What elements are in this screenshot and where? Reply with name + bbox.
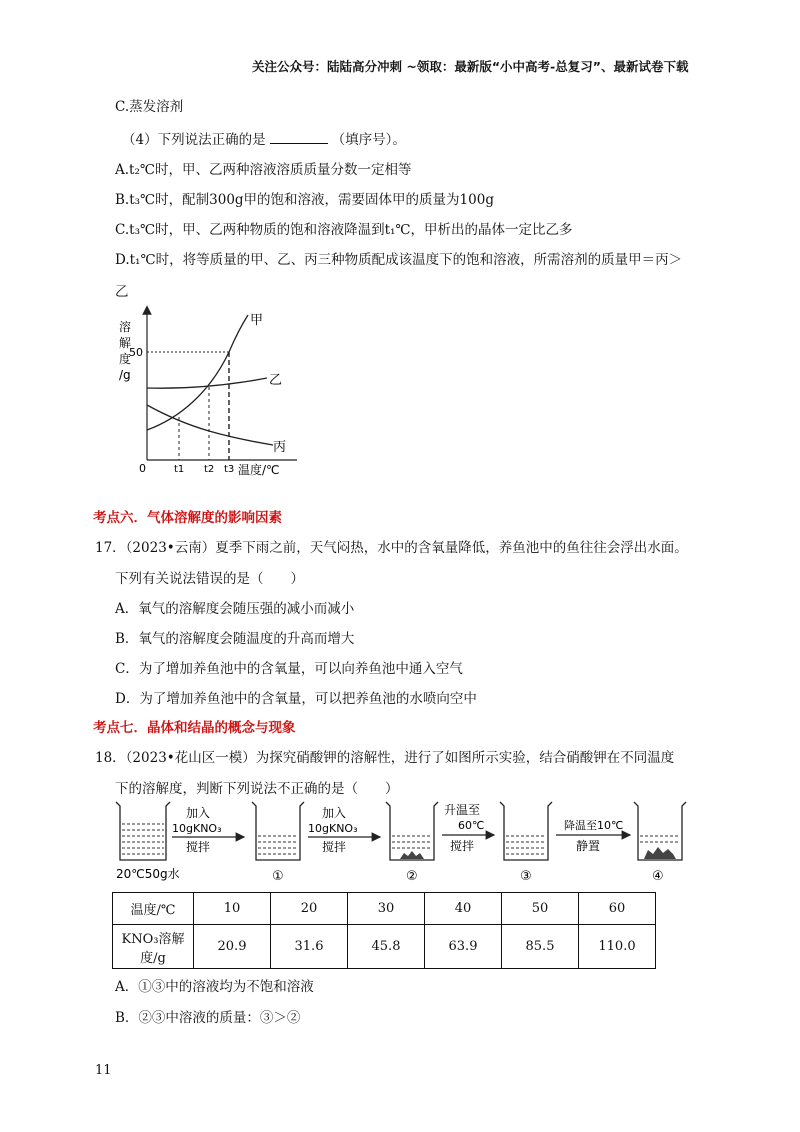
start-label: 20℃50g水 <box>116 867 180 881</box>
table-cell: 40 <box>425 893 502 925</box>
q17-stem2: 下列有关说法错误的是（ ） <box>115 571 304 587</box>
beaker-4 <box>634 802 686 860</box>
table-cell: 20.9 <box>194 925 271 969</box>
q16-option-a: A.t₂℃时，甲、乙两种溶液溶质质量分数一定相等 <box>115 162 412 178</box>
q16-option-c: C.蒸发溶剂 <box>115 99 184 115</box>
arrow2-mid: 10gKNO₃ <box>308 822 358 835</box>
q16-option-b: B.t₃℃时，配制300g甲的饱和溶液，需要固体甲的质量为100g <box>115 192 494 208</box>
table-cell: 45.8 <box>348 925 425 969</box>
y-tick-50: 50 <box>129 346 143 359</box>
answer-blank <box>270 132 328 144</box>
table-header-solubility-line2: 度/g <box>140 950 166 966</box>
table-header-solubility-line1: KNO₃溶解 <box>121 931 185 947</box>
solubility-graph <box>105 300 305 480</box>
beaker-3 <box>500 802 552 860</box>
section-seven-heading: 考点七．晶体和结晶的概念与现象 <box>93 720 296 736</box>
q16-sub4-suffix: （填序号）。 <box>331 132 406 148</box>
arrow4-mid: 降温至10℃ <box>564 819 624 832</box>
table-cell: 110.0 <box>579 925 656 969</box>
q16-option-d: D.t₁℃时，将等质量的甲、乙、丙三种物质配成该温度下的饱和溶液，所需溶剂的质量甲＝丙＞ <box>115 252 683 268</box>
curve-bing <box>147 405 273 445</box>
table-cell: 50 <box>502 893 579 925</box>
page-header: 关注公众号：陆陆高分冲刺 ~领取：最新版“小中高考-总复习”、最新试卷下载 <box>252 59 689 74</box>
x-axis-label: 温度/℃ <box>238 463 280 477</box>
arrow3-bottom: 搅拌 <box>450 839 475 853</box>
q17-option-d: D．为了增加养鱼池中的含氧量，可以把养鱼池的水喷向空中 <box>115 691 477 707</box>
q17-option-b: B．氧气的溶解度会随温度的升高而增大 <box>115 631 355 647</box>
table-header-solubility <box>113 925 194 969</box>
q17-stem: 17．（2023•云南）夏季下雨之前，天气闷热，水中的含氧量降低，养鱼池中的鱼往往会浮出水面。 <box>95 540 688 556</box>
arrow1-bottom: 搅拌 <box>186 840 211 854</box>
beaker-2 <box>386 802 438 860</box>
q16-sub4 <box>122 128 406 148</box>
table-cell: 31.6 <box>271 925 348 969</box>
q18-stem: 18．（2023•花山区一模）为探究硝酸钾的溶解性，进行了如图所示实验，结合硝酸钾在不同温度 <box>95 750 675 766</box>
table-cell: 30 <box>348 893 425 925</box>
table-cell: 20 <box>271 893 348 925</box>
beaker-4-label: ④ <box>652 869 664 884</box>
arrow3-top: 升温至 <box>444 803 481 817</box>
q18-option-a: A．①③中的溶液均为不饱和溶液 <box>115 979 314 995</box>
arrow3-mid: 60℃ <box>458 819 485 832</box>
ylabel-char-1: 溶 <box>119 320 132 334</box>
origin-label: 0 <box>139 462 146 475</box>
q16-option-d-cont: 乙 <box>115 284 129 300</box>
q16-sub4-prefix: （4）下列说法正确的是 <box>122 132 266 148</box>
arrow2-top: 加入 <box>322 806 347 820</box>
label-bing: 丙 <box>273 440 287 455</box>
beaker-start <box>116 802 170 860</box>
x-tick-t1: t1 <box>174 464 185 475</box>
table-cell: 63.9 <box>425 925 502 969</box>
x-tick-t3: t3 <box>224 464 235 475</box>
beaker-2-label: ② <box>406 869 418 884</box>
kno3-solubility-table <box>112 892 656 969</box>
beaker-3-label: ③ <box>520 869 532 884</box>
arrow1-top: 加入 <box>186 806 211 820</box>
table-cell: 10 <box>194 893 271 925</box>
section-six-heading: 考点六．气体溶解度的影响因素 <box>93 510 282 526</box>
q17-option-a: A．氧气的溶解度会随压强的减小而减小 <box>115 601 355 617</box>
q18-stem2: 下的溶解度，判断下列说法不正确的是（ ） <box>115 781 399 797</box>
x-tick-t2: t2 <box>204 464 215 475</box>
q16-option-c2: C.t₃℃时，甲、乙两种物质的饱和溶液降温到t₁℃，甲析出的晶体一定比乙多 <box>115 222 573 238</box>
table-cell: 85.5 <box>502 925 579 969</box>
experiment-diagram <box>110 798 700 888</box>
arrow4-bottom: 静置 <box>576 839 601 853</box>
table-row-temp <box>113 893 656 925</box>
q17-option-c: C．为了增加养鱼池中的含氧量，可以向养鱼池中通入空气 <box>115 661 463 677</box>
table-cell: 60 <box>579 893 656 925</box>
label-jia: 甲 <box>250 313 264 328</box>
table-row-solubility <box>113 925 656 969</box>
arrow1-mid: 10gKNO₃ <box>172 822 222 835</box>
ylabel-char-4: /g <box>119 368 131 382</box>
beaker-1 <box>252 802 304 860</box>
table-header-temp: 温度/℃ <box>113 893 194 925</box>
ylabel-char-3: 度 <box>119 352 132 366</box>
arrow2-bottom: 搅拌 <box>322 840 347 854</box>
ylabel-char-2: 解 <box>119 336 132 350</box>
q18-option-b: B．②③中溶液的质量：③＞② <box>115 1010 301 1026</box>
label-yi: 乙 <box>269 373 283 388</box>
curve-yi <box>147 378 267 388</box>
beaker-1-label: ① <box>272 869 284 884</box>
page-number: 11 <box>95 1063 112 1078</box>
